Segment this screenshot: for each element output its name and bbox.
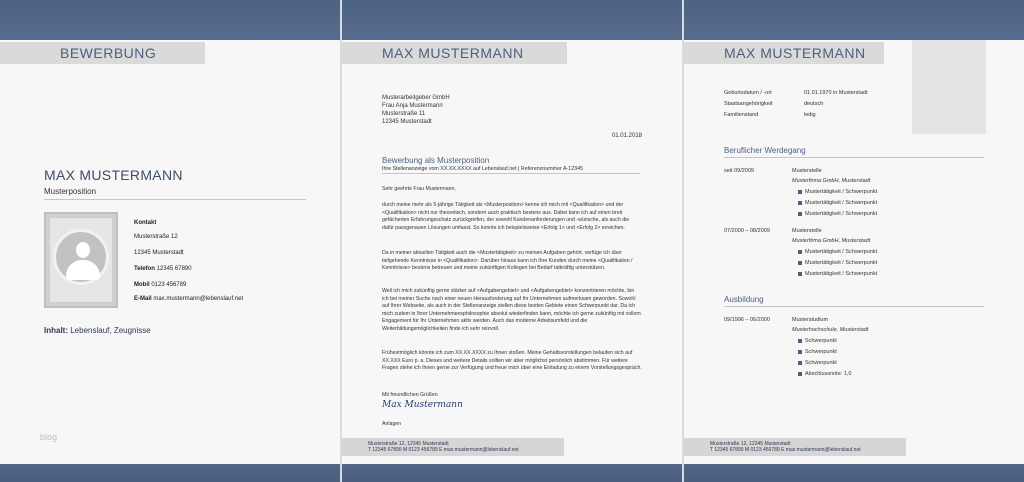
letter-paragraph: durch meine mehr als 5-jährige Tätigkeit als <Musterposition> kenne ich mich mit <Qualifikation> und der <Qualifikation> nicht nur theoretisch, sondern auch praktisch bestens aus. Dabei kann ich auf einen breit gefächerten Erfahrungsschatz zurückgreifen, der sowohl Kundenanforderungen und -wünsche, als auch die dafür passgenauen Lösungen umfasst. So konnte ich beispielsweise <Erfolg 1> und <Erfolg 2> erreichen. xyxy=(382,202,630,231)
letter-subject-reference: Ihre Stellenanzeige vom XX.XX.XXXX auf Lebenslauf.net | Referenznummer A-12345 xyxy=(382,166,584,172)
page-footer: Musterstraße 12, 12345 Musterstadt T 12345 67890 M 0123 456789 E max.mustermann@lebenslauf.net xyxy=(684,438,906,456)
education-bullet: Abschlussnote: 1,0 xyxy=(798,371,851,377)
applicant-name: MAX MUSTERMANN xyxy=(44,167,183,183)
applicant-position: Musterposition xyxy=(44,187,97,196)
job-bullet: Mustertätigkeit / Schwerpunkt xyxy=(798,260,877,266)
signature: Max Mustermann xyxy=(382,400,463,410)
contact-phone: Telefon 12345 67890 xyxy=(134,266,192,272)
cover-letter-page xyxy=(342,40,682,464)
contact-heading: Kontakt xyxy=(134,220,157,226)
recipient-address: Musterarbeitgeber GmbH Frau Anja Mustermann Musterstraße 11 12345 Musterstadt xyxy=(382,95,450,125)
job-bullet: Mustertätigkeit / Schwerpunkt xyxy=(798,200,877,206)
watermark: blog xyxy=(40,432,58,442)
closing: Mit freundlichen Grüßen xyxy=(382,392,438,398)
page-header: BEWERBUNG xyxy=(0,42,205,64)
contact-street: Musterstraße 12 xyxy=(134,234,178,240)
user-silhouette-icon xyxy=(53,229,109,285)
job-date: 07/2000 – 08/2009 xyxy=(724,228,770,234)
letter-paragraph: Weil ich mich zukünftig gerne stärker auf <Aufgabengebiet> und <Aufgabengebiet> konzentrieren möchte, bin ich bei meiner Suche nach einer neuen Herausforderung auf Ihr Unternehmen aufmerksam geworden. Sowohl auf Ihrer Webseite, als auch in der Stellenanzeige stellen diese beiden Gebiete einen Schwerpunkt dar. Da ich mich zudem in Ihrer Unternehmensphilosophie absolut wiederfinden kann, möchte ich gerne zukünftig mit vollem Engagement für Ihr Unternehmen aktiv werden. Auch das moderne Arbeitsumfeld und die Weiterbildungsmöglichkeiten finde ich sehr reizvoll. xyxy=(382,288,641,332)
letter-paragraph: Da in meiner aktuellen Tätigkeit auch die <Mustertätigkeit> zu meinen Aufgaben gehört, verfüge ich über tiefgehende Kenntnisse in <Qualifikation>. Darüber hinaus kann ich Ihre Kunden durch meine <Qualifikation / Kenntnisse> bestens betreuen und meine zukünftigen Kollegen bei Bedarf tatkräftig unterstützen. xyxy=(382,250,633,272)
job-title: Musterstelle xyxy=(792,168,822,174)
job-date: seit 09/2009 xyxy=(724,168,754,174)
personal-label: Familienstand xyxy=(724,112,759,118)
personal-value: deutsch xyxy=(804,101,824,107)
contact-city: 12345 Musterstadt xyxy=(134,250,184,256)
letter-date: 01.01.2018 xyxy=(611,133,642,139)
contact-email: E-Mail max.mustermann@lebenslauf.net xyxy=(134,296,244,302)
personal-label: Staatsangehörigkeit xyxy=(724,101,773,107)
letter-paragraph: Frühestmöglich könnte ich zum XX.XX.XXXX zu Ihnen stoßen. Meine Gehaltsvorstellungen belaufen sich auf XX.XXX Euro p. a. Dieses und weitere Details sollten wir aber möglichst persönlich abstimmen. Für weitere Fragen stehe ich Ihnen gerne zur Verfügung und freue mich über eine Einladung zu einem Vorstellungsgespräch. xyxy=(382,350,642,372)
contact-mobile: Mobil 0123 456789 xyxy=(134,282,187,288)
personal-label: Geburtsdatum / -ort xyxy=(724,90,772,96)
personal-value: 01.01.1970 in Musterstadt xyxy=(804,90,868,96)
job-title: Musterstelle xyxy=(792,228,822,234)
separator xyxy=(724,157,984,158)
personal-value: ledig xyxy=(804,112,816,118)
education-bullet: Schwerpunkt xyxy=(798,338,837,344)
job-bullet: Mustertätigkeit / Schwerpunkt xyxy=(798,271,877,277)
job-bullet: Mustertätigkeit / Schwerpunkt xyxy=(798,189,877,195)
job-company: Musterfirma GmbH, Musterstadt xyxy=(792,238,871,244)
separator xyxy=(382,173,640,174)
section-heading-education: Ausbildung xyxy=(724,295,764,304)
page-footer: Musterstraße 12, 12345 Musterstadt T 12345 67890 M 0123 456789 E max.mustermann@lebenslauf.net xyxy=(342,438,564,456)
cover-page xyxy=(0,40,340,464)
attachments-label: Anlagen xyxy=(382,421,402,427)
contents-line: Inhalt: Lebenslauf, Zeugnisse xyxy=(44,326,151,335)
education-bullet: Schwerpunkt xyxy=(798,349,837,355)
letter-subject: Bewerbung als Musterposition xyxy=(382,156,490,165)
separator xyxy=(724,306,984,307)
job-company: Musterfirma GmbH, Musterstadt xyxy=(792,178,871,184)
education-school: Musterhochschule, Musterstadt xyxy=(792,327,869,333)
salutation: Sehr geehrte Frau Mustermann, xyxy=(382,186,456,192)
job-bullet: Mustertätigkeit / Schwerpunkt xyxy=(798,211,877,217)
photo-placeholder xyxy=(912,40,986,134)
page-header: MAX MUSTERMANN xyxy=(684,42,884,64)
separator xyxy=(44,199,306,200)
photo-placeholder xyxy=(44,212,118,308)
job-bullet: Mustertätigkeit / Schwerpunkt xyxy=(798,249,877,255)
cv-page xyxy=(684,40,1024,464)
section-heading-career: Beruflicher Werdegang xyxy=(724,146,806,155)
education-title: Musterstudium xyxy=(792,317,829,323)
education-bullet: Schwerpunkt xyxy=(798,360,837,366)
education-date: 09/1996 – 06/2000 xyxy=(724,317,770,323)
page-header: MAX MUSTERMANN xyxy=(342,42,567,64)
